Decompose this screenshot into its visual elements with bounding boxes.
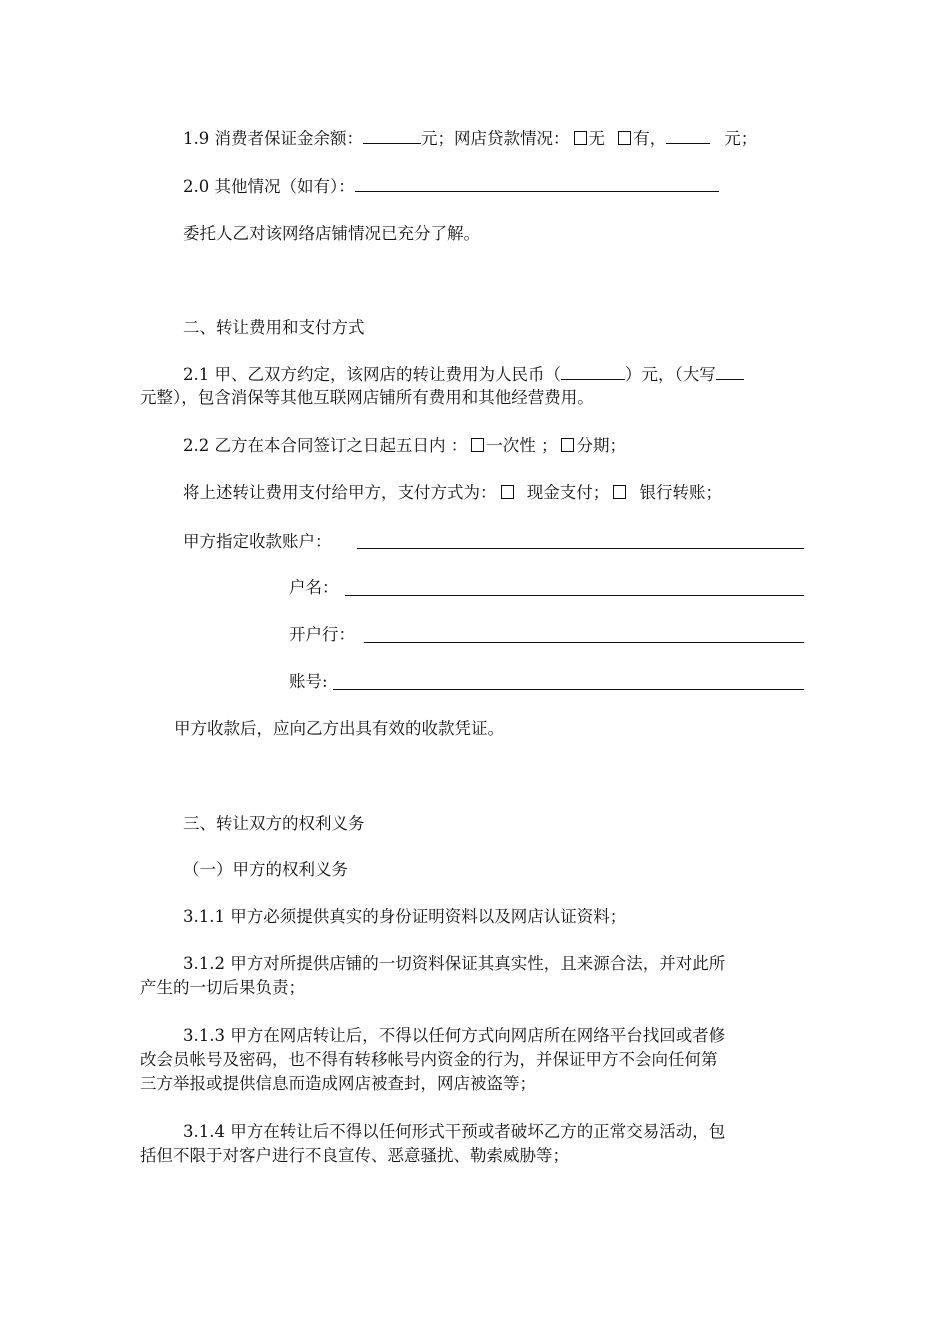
clause-3-1-2-line1: 3.1.2 甲方对所提供店铺的一切资料保证其真实性，且来源合法，并对此所 [183,954,726,973]
clause-1-9-unit2: 元； [724,129,758,148]
other-info-blank[interactable] [355,175,719,192]
section-2-title: 二、转让费用和支付方式 [183,318,365,337]
section-3-title: 三、转让双方的权利义务 [183,814,365,833]
account-blank[interactable] [357,547,804,549]
clause-1-9-unit1: 元；网店贷款情况： [421,129,570,148]
clause-2-1-b: ）元，（大写 [625,365,716,384]
payment-method-a: 将上述转让费用支付给甲方，支付方式为： [183,483,497,502]
checkbox-have[interactable] [618,131,631,145]
loan-amount-blank[interactable] [666,127,710,144]
clause-3-1-3-line3: 三方举报或提供信息而造成网店被查封，网店被盗等； [140,1074,536,1093]
checkbox-none[interactable] [574,131,587,145]
checkbox-cash[interactable] [501,485,514,499]
opt-have-label: 有， [633,129,667,148]
checkbox-bank[interactable] [613,485,626,499]
account-name-label: 户名： [289,578,339,597]
clause-3-1-2-line2: 产生的一切后果负责； [140,978,305,997]
clause-2-1-a: 2.1 甲、乙双方约定，该网店的转让费用为人民币（ [183,365,561,384]
clause-2-1-line2: 元整），包含消保等其他互联网店铺所有费用和其他经营费用。 [140,388,594,407]
fee-amount-blank[interactable] [561,363,625,380]
clause-2-1-line1 [183,363,744,386]
checkbox-lump-sum[interactable] [471,438,484,452]
account-number-blank[interactable] [333,688,804,690]
payment-method [183,482,722,504]
clause-1-9-prefix: 1.9 消费者保证金余额： [183,129,363,148]
account-name-blank[interactable] [345,594,804,596]
account-number-label: 账号: [289,672,328,691]
checkbox-installment[interactable] [561,438,574,452]
opt-none-label: 无 [588,129,605,148]
bank-transfer-label: 银行转账； [639,483,722,502]
cash-label: 现金支付； [526,483,610,502]
clause-3-1-4-line1: 3.1.4 甲方在转让后不得以任何形式干预或者破坏乙方的正常交易活动，包 [183,1122,726,1141]
clause-3-1-3-line1: 3.1.3 甲方在网店转让后，不得以任何方式向网店所在网络平台找回或者修 [183,1026,726,1045]
clause-2-0 [183,175,719,198]
deposit-amount-blank[interactable] [363,127,421,144]
section-3-sub-1: （一）甲方的权利义务 [183,860,348,879]
clause-3-1-3-line2: 改会员帐号及密码，也不得有转移帐号内资金的行为，并保证甲方不会向任何第 [140,1050,718,1069]
clause-2-2-a: 2.2 乙方在本合同签订之日起五日内 ： [183,436,468,455]
clause-3-1-1: 3.1.1 甲方必须提供真实的身份证明资料以及网店认证资料； [183,907,627,926]
clause-1-9 [183,127,757,150]
fee-capital-blank[interactable] [716,363,744,380]
lump-sum-label: 一次性 ； [486,436,558,455]
clause-2-2 [183,435,626,457]
receipt-statement: 甲方收款后，应向乙方出具有效的收款凭证。 [174,719,504,738]
clause-3-1-4-line2: 括但不限于对客户进行不良宣传、恶意骚扰、勒索威胁等； [140,1146,569,1165]
bank-label: 开户行： [289,625,355,644]
installment-label: 分期； [576,436,626,455]
clause-2-0-label: 2.0 其他情况（如有）： [183,177,355,196]
understood-statement: 委托人乙对该网络店铺情况已充分了解。 [183,224,480,243]
account-label: 甲方指定收款账户： [183,532,332,551]
bank-blank[interactable] [364,641,804,643]
